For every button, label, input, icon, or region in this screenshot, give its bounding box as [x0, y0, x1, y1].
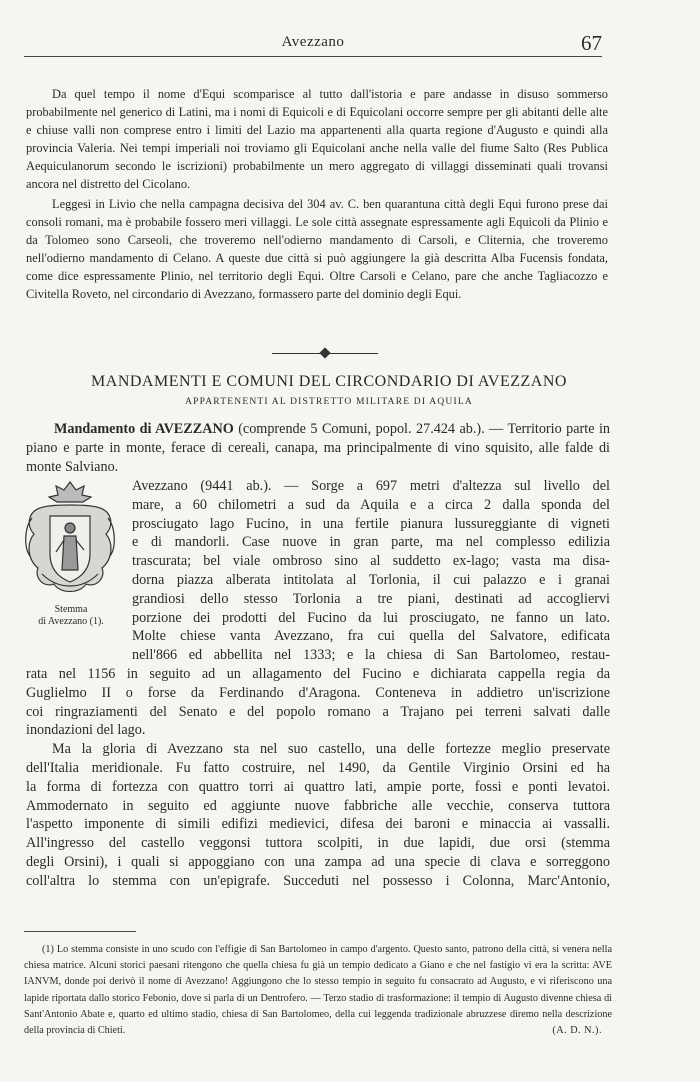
- footnote-signature: (A. D. N.).: [552, 1025, 602, 1037]
- mandamento-paragraph: [26, 420, 610, 476]
- mandamento-title: Mandamento di AVEZZANO: [54, 421, 234, 437]
- text-line: nell'866 ed abbellita nel 1333; e la chiesa di San Bartolomeo, restau-: [132, 647, 610, 664]
- intro-paragraph-1-text: Da quel tempo il nome d'Equi scomparisce al tutto dall'istoria e pare andasse in disuso sommerso probabilmente nel generico di Latini, ma i nomi di Equicoli e di Equicolani occorre sempre per gli abitanti delle alte e chiuse valli non comprese entro i limiti del Lazio ma appartenenti alla quarta regione d'Augusto e quindi alla provincia Valeria. Nei tempi imperiali noi troviamo gli Equicolani anche nella valle del fiume Salto (Res Publica Aequiculanorum secondo le iscrizioni) probabilmente un mero aggregato di villaggi disseminati quali trovansi ancora nel distretto del Cicolano.: [26, 87, 608, 191]
- text-line: l'aspetto imponente di simili edifizi medievici, difesa dei baroni e minaccia ai vassalli.: [26, 816, 610, 833]
- page-number: 67: [581, 31, 602, 55]
- avezzano-description: [132, 477, 610, 665]
- text-line: coll'altra lo stemma con un'epigrafe. Succeduti nel possesso i Colonna, Marc'Antonio,: [26, 872, 610, 889]
- text-line: coi ringraziamenti del Senato e del popolo romano a Trajano pei terreni salvati dalle: [26, 703, 610, 720]
- intro-paragraph-1: [26, 86, 608, 193]
- text-line: All'ingresso del castello veggonsi tuttora scolpiti, in due lapidi, due orsi (stemma: [26, 835, 610, 852]
- text-line: rata nel 1156 in seguito ad un allagamento del Fucino e dichiarata cappella regia da: [26, 666, 610, 682]
- text-line: Molte chiese vanta Avezzano, fra cui quella del Salvatore, edificata: [132, 628, 610, 645]
- intro-paragraph-2-text: Leggesi in Livio che nella campagna decisiva del 304 av. C. ben quarantuna città degli Equi furono prese dai consoli romani, ma è probabile fossero meri villaggi. Le sole città assegnate espressamente agli Equicoli da Plinio e da Tolomeo sono Carseoli, che troveremo nell'odierno mandamento di Carsoli, e Cliternia, che troveremo nell'odierno mandamento di Celano. A queste due città si può aggiungere la già descritta Alba Fucensis fondata, come dice espressamente Plinio, nel territorio degli Equi. Oltre Carsoli e Celano, pare che anche Tagliacozzo e Civitella Roveto, nel circondario di Avezzano, formassero parte del dominio degli Equi.: [26, 197, 608, 301]
- text-line: inondazioni del lago.: [26, 722, 146, 739]
- text-line: Guglielmo II o forse da Ferdinando d'Aragona. Conteneva in addietro un'iscrizione: [26, 684, 610, 701]
- coat-of-arms-icon: [20, 478, 120, 598]
- footnote: [24, 942, 612, 1039]
- text-line: e di mandorli. Case nuove in gran parte, ma nel complesso edilizia: [132, 534, 610, 551]
- text-line: mare, a 60 chilometri a sud da Aquila e a circa 2 dalla sponda del: [132, 496, 610, 513]
- text-line: dorna piazza alberata intitolata al Torlonia, il cui palazzo e i granai: [132, 571, 610, 588]
- header-rule: [24, 56, 602, 57]
- text-line: porzione dei prodotti del Fucino da lui prosciugato, ne fanno un lato.: [132, 609, 610, 626]
- coat-of-arms-caption: Stemma di Avezzano (1).: [38, 604, 104, 627]
- diamond-ornament-icon: [319, 347, 330, 358]
- text-line: degli Orsini), i quali si appoggiano con una zampa ad una specie di clava e sorreggono: [26, 853, 610, 870]
- text-line: grandiosi dello stesso Torlonia a tre piani, destinati ad accogliervi: [132, 590, 610, 607]
- section-subheading: APPARTENENTI AL DISTRETTO MILITARE DI AQUILA: [185, 397, 473, 407]
- text-line: prosciugato lago Fucino, in una fertile pianura lussureggiante di vigneti: [132, 515, 610, 532]
- section-separator: [272, 352, 378, 355]
- text-line: Ma la gloria di Avezzano sta nel suo castello, una delle fortezze meglio preservate: [52, 741, 610, 758]
- mandamento-description: (comprende 5 Comuni, popol. 27.424 ab.). — Territorio parte in piano e parte in monte, ferace di cereali, canapa, ma principalmente di vino squisito, alle falde di monte Salviano.: [26, 421, 610, 475]
- text-line: trascurata; bel viale ombroso sino al suddetto ex-lago; vasta ma disa-: [132, 553, 610, 570]
- text-line: Ammodernato in seguito ed aggiunte nuove fabbriche alle vecchie, conserva tuttora: [26, 797, 610, 814]
- text-line: dell'Italia meridionale. Fu fatto costruire, nel 1490, da Gentile Virginio Orsini ed ha: [26, 759, 610, 776]
- text-line: Avezzano (9441 ab.). — Sorge a 697 metri d'altezza sul livello del: [132, 478, 610, 494]
- running-head: [24, 31, 602, 56]
- footnote-text: (1) Lo stemma consiste in uno scudo con l'effigie di San Bartolomeo in campo d'argento. Questo santo, patrono della città, si venera nella chiesa matrice. Alcuni storici paesani ritengono che quella chiesa fu già un tempio dedicato a Giano e che nel fastigio vi era la scritta: AVE IANVM, donde poi derivò il nome di Avezzano! Aggiungono che lo stesso tempio in seguito fu consacrato ad Augusto, e vi riferiscono una lapide riportata dallo storico Febonio, dove si parla di un Dentrofero. — Terzo stadio di trasformazione: il tempio di Augusto divenne chiesa di Sant'Antonio Abate e, quarto ed ultimo stadio, chiesa di San Bartolomeo, della cui leggenda tradizionale abruzzese diremo nella descrizione della provincia di Chieti.: [24, 944, 612, 1037]
- section-heading: MANDAMENTI E COMUNI DEL CIRCONDARIO DI AVEZZANO: [91, 373, 567, 390]
- text-line: la forma di fortezza con quattro torri ai quattro lati, ampie porte, fossi e ponti levatoi.: [26, 778, 610, 795]
- footnote-rule: [24, 931, 136, 932]
- castle-description: [26, 665, 610, 891]
- running-title: Avezzano: [281, 34, 345, 50]
- intro-paragraph-2: [26, 196, 608, 303]
